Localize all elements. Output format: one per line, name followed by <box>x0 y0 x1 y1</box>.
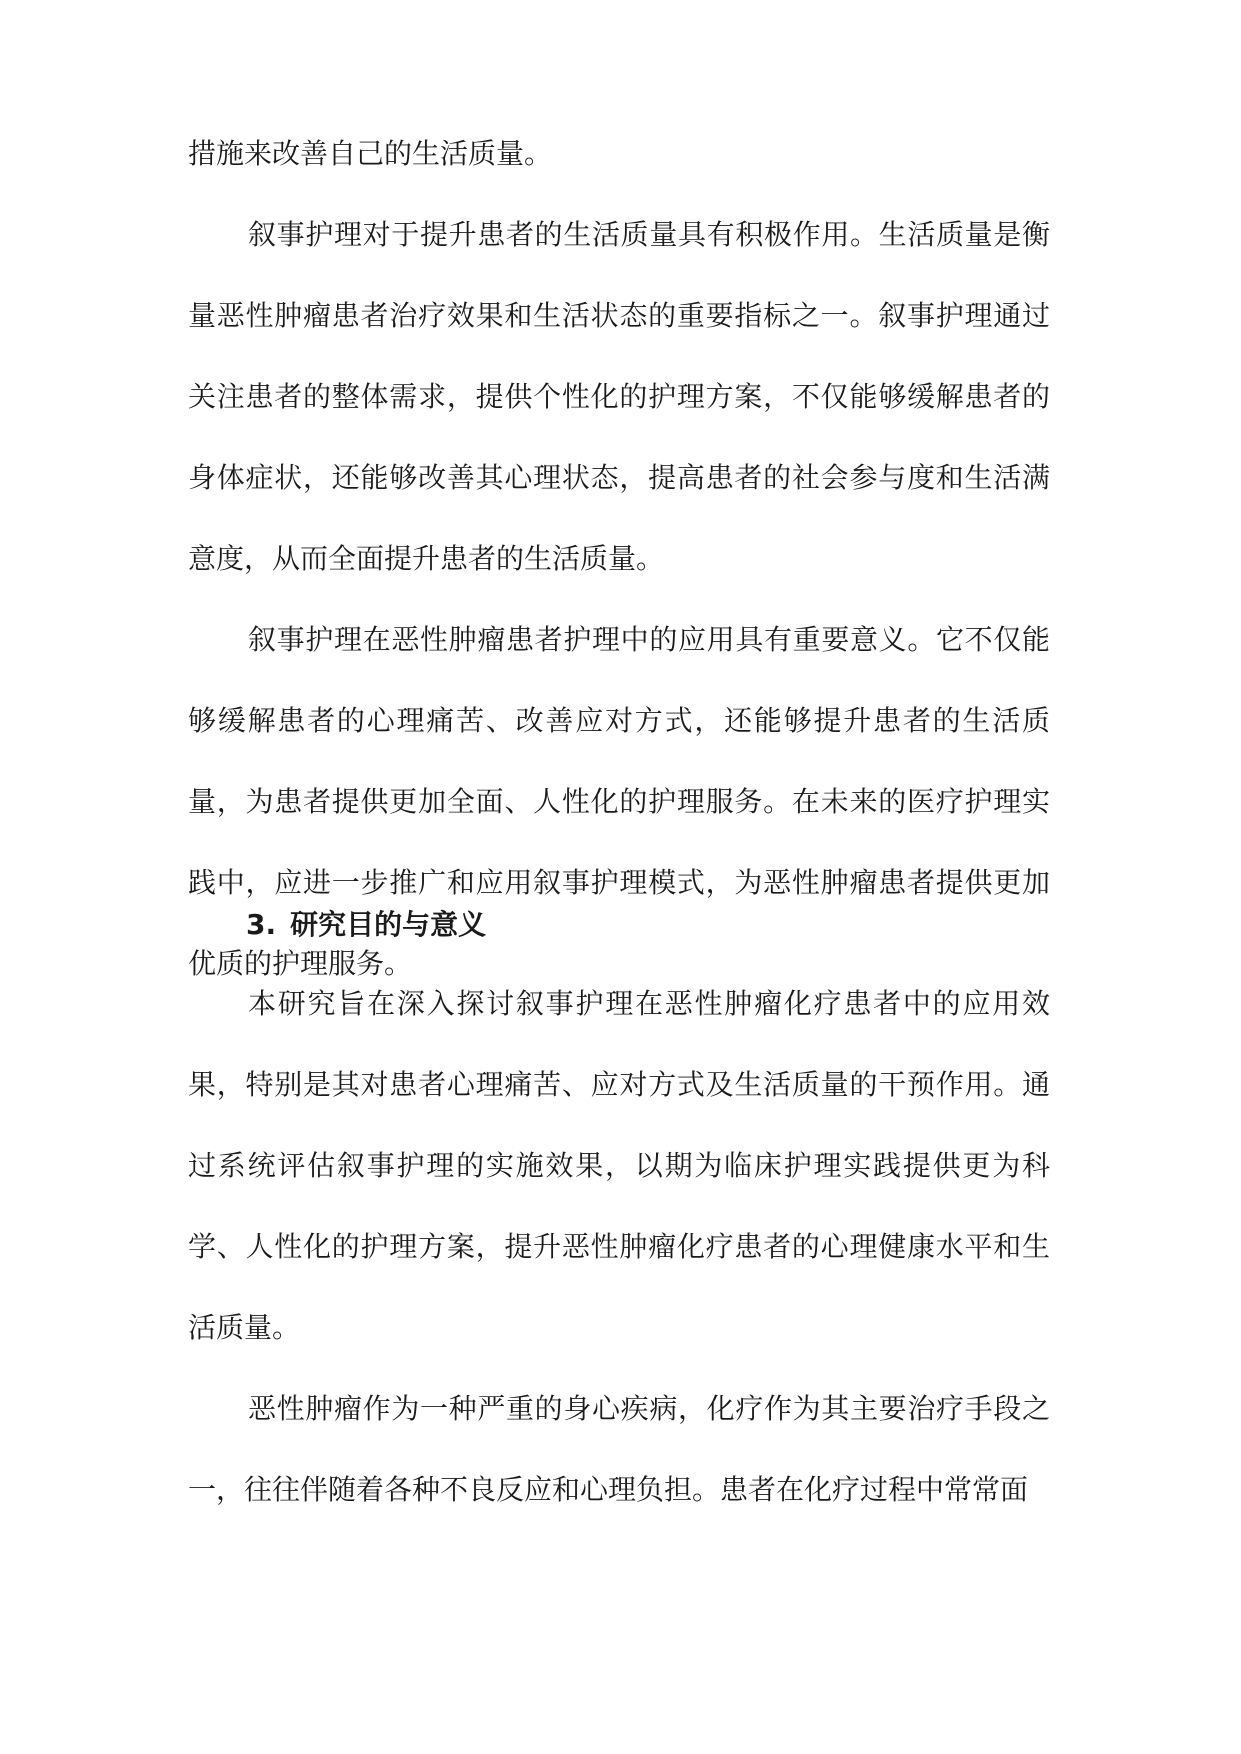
paragraph: 本研究旨在深入探讨叙事护理在恶性肿瘤化疗患者中的应用效果，特别是其对患者心理痛苦、应对方式及生活质量的干预作用。通过系统评估叙事护理的实施效果，以期为临床护理实践提供更为科学、人性化的护理方案，提升恶性肿瘤化疗患者的心理健康水平和生活质量。 <box>188 987 1050 1344</box>
section-title: 研究目的与意义 <box>290 908 487 941</box>
section-number: 3. <box>246 908 277 941</box>
paragraph: 叙事护理在恶性肿瘤患者护理中的应用具有重要意义。它不仅能够缓解患者的心理痛苦、改善应对方式，还能够提升患者的生活质量，为患者提供更加全面、人性化的护理服务。在未来的医疗护理实践中，应进一步推广和应用叙事护理模式，为恶性肿瘤患者提供更加优质的护理服务。 <box>188 623 1050 980</box>
paragraph-continued: 措施来改善自己的生活质量。 <box>188 137 553 170</box>
body-text-block-1 <box>188 113 1050 1004</box>
section-heading <box>246 905 486 945</box>
body-text-block-2 <box>188 963 1050 1530</box>
paragraph: 叙事护理对于提升患者的生活质量具有积极作用。生活质量是衡量恶性肿瘤患者治疗效果和生活状态的重要指标之一。叙事护理通过关注患者的整体需求，提供个性化的护理方案，不仅能够缓解患者的身体症状，还能够改善其心理状态，提高患者的社会参与度和生活满意度，从而全面提升患者的生活质量。 <box>188 218 1050 575</box>
paragraph: 恶性肿瘤作为一种严重的身心疾病，化疗作为其主要治疗手段之一，往往伴随着各种不良反应和心理负担。患者在化疗过程中常常面 <box>188 1392 1050 1506</box>
